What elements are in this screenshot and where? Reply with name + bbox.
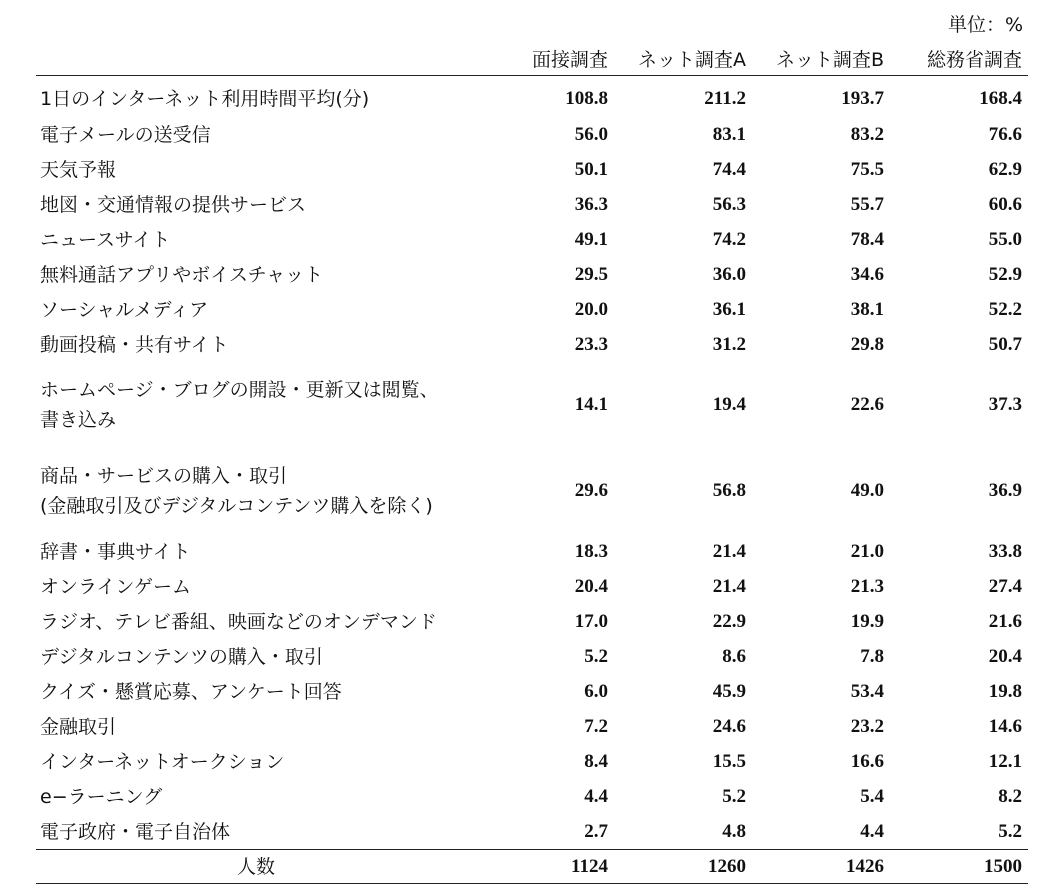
- row-label: ソーシャルメディア: [40, 298, 209, 321]
- header-net-a: ネット調査A: [638, 49, 746, 71]
- row-label: 地図・交通情報の提供サービス: [40, 193, 307, 216]
- row-label: デジタルコンテンツの購入・取引: [40, 645, 323, 668]
- table-body: [36, 76, 1028, 850]
- header-soumusho: 総務省調査: [926, 49, 1022, 71]
- unit-label: 単位：%: [947, 14, 1023, 36]
- table-row: [36, 814, 1028, 850]
- table-row: [36, 709, 1028, 744]
- table-row: [36, 362, 1028, 448]
- value-cell: 60.6: [988, 193, 1022, 215]
- survey-table: [36, 42, 1028, 884]
- value-cell: 83.2: [850, 123, 884, 145]
- table-row: [36, 257, 1028, 292]
- row-label: ホームページ・ブログの開設・更新又は閲覧、 書き込み: [40, 379, 439, 431]
- table-row: [36, 152, 1028, 187]
- value-cell: 27.4: [988, 575, 1022, 597]
- table-row: [36, 639, 1028, 674]
- value-cell: 49.0: [850, 480, 884, 501]
- value-cell: 20.4: [988, 645, 1022, 667]
- value-cell: 5.2: [722, 785, 746, 807]
- total-label: 人数: [236, 855, 275, 878]
- value-cell: 36.0: [712, 263, 746, 285]
- value-cell: 16.6: [850, 750, 884, 772]
- value-cell: 62.9: [988, 158, 1022, 180]
- header-blank: [36, 42, 476, 76]
- row-label: 辞書・事典サイト: [40, 540, 191, 563]
- value-cell: 55.7: [850, 193, 884, 215]
- value-cell: 5.2: [998, 820, 1022, 842]
- value-cell: 193.7: [841, 87, 884, 109]
- header-interview: 面接調査: [531, 49, 608, 71]
- value-cell: 22.6: [850, 394, 884, 415]
- table-row: [36, 604, 1028, 639]
- total-cell: 1500: [984, 855, 1022, 877]
- value-cell: 22.9: [712, 610, 746, 632]
- header-net-b: ネット調査B: [775, 49, 884, 71]
- value-cell: 6.0: [584, 680, 608, 702]
- row-label: 電子政府・電子自治体: [40, 820, 231, 843]
- value-cell: 168.4: [979, 87, 1022, 109]
- value-cell: 21.3: [850, 575, 884, 597]
- row-label: e−ラーニング: [40, 785, 163, 808]
- row-label: ニュースサイト: [40, 228, 171, 251]
- row-label: クイズ・懸賞応募、アンケート回答: [40, 680, 342, 703]
- value-cell: 56.8: [712, 480, 746, 501]
- value-cell: 12.1: [988, 750, 1022, 772]
- value-cell: 20.4: [574, 575, 608, 597]
- value-cell: 4.8: [722, 820, 746, 842]
- value-cell: 56.0: [574, 123, 608, 145]
- value-cell: 36.3: [574, 193, 608, 215]
- row-label: 動画投稿・共有サイト: [40, 333, 229, 356]
- table-row: [36, 292, 1028, 327]
- table-row: [36, 117, 1028, 152]
- value-cell: 21.4: [712, 540, 746, 562]
- value-cell: 20.0: [574, 298, 608, 320]
- value-cell: 29.6: [574, 480, 608, 501]
- value-cell: 24.6: [712, 715, 746, 737]
- value-cell: 50.7: [988, 333, 1022, 355]
- value-cell: 19.8: [988, 680, 1022, 702]
- value-cell: 21.0: [850, 540, 884, 562]
- value-cell: 5.2: [584, 645, 608, 667]
- value-cell: 56.3: [712, 193, 746, 215]
- value-cell: 15.5: [712, 750, 746, 772]
- value-cell: 19.4: [712, 394, 746, 415]
- value-cell: 74.4: [712, 158, 746, 180]
- table-row: [36, 448, 1028, 534]
- value-cell: 23.2: [850, 715, 884, 737]
- table-row: [36, 187, 1028, 222]
- value-cell: 53.4: [850, 680, 884, 702]
- value-cell: 52.9: [988, 263, 1022, 285]
- table-row: [36, 222, 1028, 257]
- value-cell: 34.6: [850, 263, 884, 285]
- header-row: [36, 42, 1028, 76]
- row-label: インターネットオークション: [40, 750, 285, 773]
- value-cell: 45.9: [712, 680, 746, 702]
- value-cell: 76.6: [988, 123, 1022, 145]
- row-label: 1日のインターネット利用時間平均(分): [40, 87, 370, 110]
- table-row: [36, 744, 1028, 779]
- value-cell: 8.4: [584, 750, 608, 772]
- table-row: [36, 779, 1028, 814]
- value-cell: 29.5: [574, 263, 608, 285]
- value-cell: 33.8: [988, 540, 1022, 562]
- value-cell: 108.8: [565, 87, 608, 109]
- row-label: 電子メールの送受信: [40, 123, 211, 146]
- value-cell: 8.2: [998, 785, 1022, 807]
- value-cell: 50.1: [574, 158, 608, 180]
- value-cell: 2.7: [584, 820, 608, 842]
- value-cell: 37.3: [988, 394, 1022, 415]
- value-cell: 78.4: [850, 228, 884, 250]
- value-cell: 31.2: [712, 333, 746, 355]
- table-row: [36, 674, 1028, 709]
- row-label: オンラインゲーム: [40, 575, 192, 598]
- value-cell: 14.6: [988, 715, 1022, 737]
- table-row: [36, 569, 1028, 604]
- value-cell: 17.0: [574, 610, 608, 632]
- row-label: 金融取引: [40, 715, 117, 738]
- value-cell: 7.2: [584, 715, 608, 737]
- row-label: 天気予報: [40, 158, 117, 181]
- value-cell: 49.1: [574, 228, 608, 250]
- row-label: ラジオ、テレビ番組、映画などのオンデマンド: [40, 610, 437, 633]
- survey-table-container: [36, 42, 1028, 884]
- value-cell: 4.4: [860, 820, 884, 842]
- value-cell: 38.1: [850, 298, 884, 320]
- total-row: [36, 850, 1028, 884]
- value-cell: 55.0: [988, 228, 1022, 250]
- total-cell: 1426: [846, 855, 884, 877]
- value-cell: 75.5: [850, 158, 884, 180]
- value-cell: 52.2: [988, 298, 1022, 320]
- row-label: 商品・サービスの購入・取引 (金融取引及びデジタルコンテンツ購入を除く): [40, 465, 433, 517]
- table-row: [36, 534, 1028, 569]
- total-cell: 1124: [571, 855, 608, 877]
- table-row: [36, 76, 1028, 118]
- value-cell: 74.2: [712, 228, 746, 250]
- value-cell: 23.3: [574, 333, 608, 355]
- row-label: 無料通話アプリやボイスチャット: [40, 263, 324, 286]
- value-cell: 83.1: [712, 123, 746, 145]
- value-cell: 14.1: [574, 394, 608, 415]
- value-cell: 21.4: [712, 575, 746, 597]
- table-row: [36, 327, 1028, 362]
- value-cell: 4.4: [584, 785, 608, 807]
- value-cell: 21.6: [988, 610, 1022, 632]
- value-cell: 5.4: [860, 785, 884, 807]
- value-cell: 211.2: [704, 87, 746, 109]
- value-cell: 7.8: [860, 645, 884, 667]
- value-cell: 29.8: [850, 333, 884, 355]
- value-cell: 36.9: [988, 480, 1022, 501]
- value-cell: 36.1: [712, 298, 746, 320]
- value-cell: 19.9: [850, 610, 884, 632]
- value-cell: 18.3: [574, 540, 608, 562]
- total-cell: 1260: [708, 855, 746, 877]
- value-cell: 8.6: [722, 645, 746, 667]
